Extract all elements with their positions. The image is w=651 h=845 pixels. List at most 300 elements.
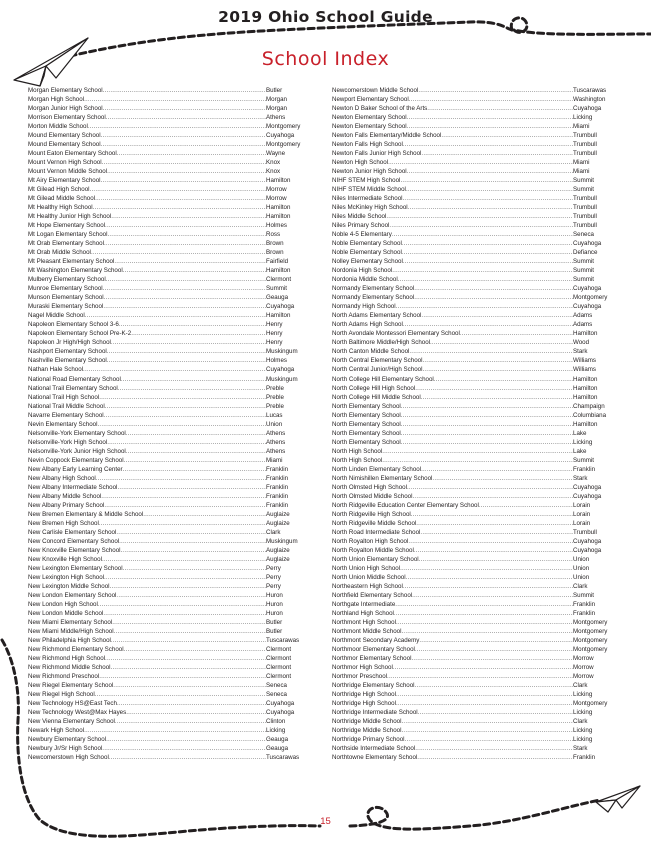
dot-leader [99, 519, 266, 528]
county-name: Summit [266, 285, 287, 293]
school-name: New Vienna Elementary School [28, 718, 115, 726]
page-number: 15 [320, 816, 331, 827]
county-name: Lucas [266, 411, 283, 419]
dot-leader [392, 266, 573, 275]
index-entry [332, 302, 615, 311]
school-name: Nashport Elementary School [28, 348, 107, 356]
county-name: Auglaize [266, 555, 290, 563]
county-name: Clermont [266, 276, 292, 284]
county-name: Perry [266, 582, 281, 590]
county-name: Wayne [266, 150, 286, 158]
dot-leader [414, 546, 573, 555]
county-name: Adams [573, 321, 593, 329]
county-name: Huron [266, 591, 283, 599]
dot-leader [121, 375, 266, 384]
dot-leader [101, 176, 266, 185]
school-name: Munson Elementary School [28, 294, 104, 302]
county-name: Holmes [266, 357, 287, 365]
dot-leader [93, 203, 266, 212]
dot-leader [407, 122, 573, 131]
school-name: New Richmond High School [28, 654, 106, 662]
dot-leader [126, 447, 266, 456]
dot-leader [415, 384, 573, 393]
index-entry [28, 465, 310, 474]
dot-leader [124, 645, 266, 654]
school-name: Newton High School [332, 159, 389, 167]
county-name: Champaign [573, 402, 605, 410]
county-name: Williams [573, 357, 597, 365]
school-name: New London Middle School [28, 609, 104, 617]
dot-leader [421, 149, 573, 158]
index-entry [28, 293, 310, 302]
county-name: Seneca [573, 231, 594, 239]
county-name: Hamilton [573, 420, 598, 428]
dot-leader [95, 194, 266, 203]
county-name: Wood [573, 339, 590, 347]
school-name: North Ridgeville Education Center Elementary School [332, 501, 479, 509]
dot-leader [124, 456, 266, 465]
index-entry [28, 122, 310, 131]
index-entry [332, 753, 615, 762]
index-entry [332, 338, 615, 347]
school-name: Newton Falls Elementary/Middle School [332, 132, 442, 140]
county-name: Huron [266, 600, 283, 608]
index-entry [332, 582, 615, 591]
school-name: North Nimishillen Elementary School [332, 474, 433, 482]
index-entry [332, 311, 615, 320]
school-name: New Concord Elementary School [28, 537, 120, 545]
county-name: Lake [573, 429, 587, 437]
county-name: Lorain [573, 501, 591, 509]
index-entry [28, 708, 310, 717]
index-entry [332, 122, 615, 131]
dot-leader [111, 663, 266, 672]
school-name: North Adams High School [332, 321, 403, 329]
index-entry [28, 230, 310, 239]
index-entry [28, 690, 310, 699]
school-name: Northmoor Elementary School [332, 645, 415, 653]
index-entry [28, 609, 310, 618]
dot-leader [401, 627, 573, 636]
index-entry [28, 726, 310, 735]
dot-leader [105, 402, 266, 411]
county-name: Athens [266, 438, 286, 446]
county-name: Hamilton [266, 204, 291, 212]
school-name: Northridge Elementary School [332, 682, 415, 690]
dot-leader [103, 302, 266, 311]
school-name: NIHF STEM High School [332, 177, 401, 185]
county-name: Butler [266, 87, 283, 94]
index-entry [28, 429, 310, 438]
dot-leader [411, 654, 573, 663]
county-name: Hamilton [266, 312, 291, 320]
index-entry [28, 338, 310, 347]
school-name: North Linden Elementary School [332, 465, 422, 473]
index-entry [332, 275, 615, 284]
dot-leader [143, 510, 266, 519]
dot-leader [126, 429, 266, 438]
index-entry [28, 456, 310, 465]
dot-leader [111, 212, 266, 221]
dot-leader [116, 528, 266, 537]
school-name: Mt Pleasant Elementary School [28, 258, 115, 266]
dot-leader [422, 356, 573, 365]
school-name: Mount Vernon Middle School [28, 168, 108, 176]
index-entry [28, 275, 310, 284]
index-entry [332, 402, 615, 411]
school-name: North Elementary School [332, 420, 401, 428]
dot-leader [98, 600, 266, 609]
index-entry [28, 140, 310, 149]
index-entry [28, 158, 310, 167]
dot-leader [123, 266, 266, 275]
school-name: North College Hill Elementary School [332, 375, 434, 383]
index-entry [28, 194, 310, 203]
index-entry [332, 636, 615, 645]
school-name: Mt Hope Elementary School [28, 222, 106, 230]
school-name: Morgan Elementary School [28, 87, 103, 94]
county-name: Stark [573, 474, 588, 482]
county-name: Stark [573, 348, 588, 356]
index-entry [28, 248, 310, 257]
school-name: New Knoxville High School [28, 555, 102, 563]
school-name: Morgan Junior High School [28, 105, 103, 113]
index-entry [332, 456, 615, 465]
school-name: New Riegel High School [28, 691, 95, 699]
dot-leader [103, 609, 266, 618]
county-name: Cuyahoga [573, 285, 602, 293]
index-entry [332, 510, 615, 519]
school-name: Niles Primary School [332, 222, 390, 230]
school-name: New Bremen Elementary & Middle School [28, 510, 144, 518]
dot-leader [415, 645, 573, 654]
dot-leader [116, 591, 266, 600]
county-name: Montgomery [573, 627, 608, 635]
school-name: New Knoxville Elementary School [28, 546, 121, 554]
index-entry [332, 573, 615, 582]
index-entry [28, 302, 310, 311]
index-entry [332, 375, 615, 384]
county-name: Montgomery [266, 123, 301, 131]
school-name: North Elementary School [332, 438, 401, 446]
index-entry [332, 104, 615, 113]
dot-leader [107, 230, 266, 239]
dot-leader [441, 131, 573, 140]
dot-leader [406, 185, 573, 194]
county-name: Cuyahoga [573, 240, 602, 248]
dot-leader [113, 681, 266, 690]
school-name: North Elementary School [332, 429, 401, 437]
index-entry [332, 347, 615, 356]
county-name: Columbiana [573, 411, 607, 419]
dot-leader [407, 483, 573, 492]
index-entry [28, 311, 310, 320]
county-name: Fairfield [266, 258, 289, 266]
school-name: New Richmond Elementary School [28, 645, 124, 653]
county-name: Franklin [266, 501, 289, 509]
school-name: Nashville Elementary School [28, 357, 107, 365]
school-name: Niles McKinley High School [332, 204, 408, 212]
dot-leader [101, 140, 266, 149]
dot-leader [382, 447, 573, 456]
county-name: Athens [266, 447, 286, 455]
school-name: Newbury Jr/Sr High School [28, 745, 103, 753]
county-name: Morgan [266, 105, 287, 113]
dot-leader [395, 600, 573, 609]
school-name: Northridge Intermediate School [332, 709, 418, 717]
school-name: New Albany High School [28, 474, 96, 482]
dot-leader [117, 483, 266, 492]
school-name: Napoleon Elementary School 3-6 [28, 321, 119, 329]
dot-leader [90, 185, 266, 194]
dot-leader [101, 131, 266, 140]
county-name: Henry [266, 330, 283, 338]
dot-leader [118, 384, 266, 393]
school-name: North Union High School [332, 564, 401, 572]
county-name: Summit [573, 456, 594, 464]
index-entry [28, 618, 310, 627]
dot-leader [409, 95, 573, 104]
county-name: Muskingum [266, 375, 298, 383]
school-name: North Road Intermediate School [332, 528, 421, 536]
dot-leader [83, 365, 266, 374]
county-name: Defiance [573, 249, 598, 257]
dot-leader [396, 618, 573, 627]
school-name: Mt Healthy Junior High School [28, 213, 112, 221]
county-name: Licking [573, 709, 593, 717]
index-entry [332, 501, 615, 510]
dot-leader [419, 555, 573, 564]
county-name: Tuscarawas [266, 754, 300, 762]
dot-leader [117, 699, 266, 708]
index-entry [332, 113, 615, 122]
school-name: North Union Elementary School [332, 555, 419, 563]
index-column-right [332, 86, 615, 762]
school-name: Noble Elementary School [332, 240, 402, 248]
school-name: Mound Elementary School [28, 141, 101, 149]
section-title: School Index [261, 48, 390, 70]
dot-leader [123, 465, 266, 474]
county-name: Clermont [266, 654, 292, 662]
county-name: Montgomery [266, 141, 301, 149]
county-name: Trumbull [573, 195, 597, 203]
index-entry [332, 149, 615, 158]
school-name: Northmor Preschool [332, 673, 388, 681]
school-name: Northside Intermediate School [332, 745, 416, 753]
index-entry [28, 95, 310, 104]
county-name: Franklin [266, 465, 289, 473]
dot-leader [107, 167, 266, 176]
index-entry [332, 420, 615, 429]
county-name: Hamilton [266, 177, 291, 185]
index-entry [28, 483, 310, 492]
dot-leader [101, 492, 266, 501]
dot-leader [418, 86, 573, 95]
school-name: Nagel Middle School [28, 312, 85, 320]
index-column-left [28, 86, 310, 762]
school-name: New Richmond Middle School [28, 664, 111, 671]
county-name: Hamilton [573, 384, 598, 392]
school-name: New Richmond Preschool [28, 673, 100, 681]
county-name: Auglaize [266, 519, 290, 527]
county-name: Montgomery [573, 700, 608, 708]
county-name: Summit [573, 258, 594, 266]
dot-leader [400, 176, 573, 185]
index-entry [332, 627, 615, 636]
index-entry [28, 753, 310, 762]
county-name: Miami [266, 456, 283, 464]
school-name: Northmont Middle School [332, 627, 402, 635]
school-name: Northmont Secondary Academy [332, 636, 420, 644]
dot-leader [421, 311, 573, 320]
school-name: Mt Gilead Middle School [28, 195, 96, 203]
index-entry [332, 654, 615, 663]
index-entry [332, 384, 615, 393]
index-entry [332, 717, 615, 726]
index-entry [28, 149, 310, 158]
county-name: Franklin [573, 465, 596, 473]
index-entry [28, 744, 310, 753]
school-name: Newton Falls High School [332, 141, 403, 149]
index-entry [332, 708, 615, 717]
school-name: Northgate Intermediate [332, 600, 396, 608]
dot-leader [114, 627, 266, 636]
county-name: Clinton [266, 718, 286, 726]
county-name: Lorain [573, 519, 591, 527]
dot-leader [99, 393, 266, 402]
county-name: Brown [266, 249, 284, 257]
dot-leader [418, 708, 573, 717]
index-entry [28, 131, 310, 140]
county-name: Holmes [266, 222, 287, 230]
school-name: Newport Elementary School [332, 96, 409, 104]
school-name: North College Hill High School [332, 384, 416, 392]
school-name: New London Elementary School [28, 591, 117, 599]
dot-leader [119, 537, 266, 546]
county-name: Cuyahoga [266, 700, 295, 708]
dot-leader [389, 221, 573, 230]
school-name: North Avondale Montessori Elementary School [332, 330, 460, 338]
county-name: Knox [266, 168, 281, 176]
county-name: Miami [573, 123, 590, 131]
dot-leader [400, 564, 573, 573]
index-entry [332, 447, 615, 456]
dot-leader [430, 338, 573, 347]
school-name: North Royalton Middle School [332, 546, 414, 554]
school-name: Newton Elementary School [332, 123, 407, 131]
county-name: Seneca [266, 691, 287, 699]
index-entry [28, 654, 310, 663]
index-entry [28, 627, 310, 636]
dot-leader [106, 735, 266, 744]
index-entry [332, 185, 615, 194]
county-name: Butler [266, 627, 283, 635]
index-entry [28, 185, 310, 194]
school-name: North Royalton High School [332, 537, 409, 545]
index-entry [28, 104, 310, 113]
county-name: Stark [573, 745, 588, 753]
county-name: Cuyahoga [573, 492, 602, 500]
school-name: Mt Logan Elementary School [28, 231, 108, 239]
school-name: New Lexington High School [28, 573, 105, 581]
index-entry [332, 438, 615, 447]
dot-leader [406, 573, 573, 582]
dot-leader [119, 320, 266, 329]
index-entry [28, 699, 310, 708]
school-name: New Philadelphia High School [28, 636, 111, 644]
school-name: Newton D Baker School of the Arts [332, 105, 428, 113]
school-name: New Albany Primary School [28, 501, 105, 509]
index-entry [28, 221, 310, 230]
county-name: Hamilton [573, 330, 598, 338]
school-name: Nevin Coppock Elementary School [28, 456, 124, 464]
school-name: North College Hill Middle School [332, 393, 421, 401]
school-name: Nordonia High School [332, 267, 393, 275]
county-name: Morrow [573, 664, 594, 671]
index-entry [332, 618, 615, 627]
county-name: Tuscarawas [573, 87, 607, 94]
school-name: Northridge High School [332, 700, 396, 708]
index-entry [332, 393, 615, 402]
school-name: Noble Elementary School [332, 249, 402, 257]
school-name: Mulberry Elementary School [28, 276, 106, 284]
school-name: Mount Eaton Elementary School [28, 150, 117, 158]
school-name: Navarre Elementary School [28, 411, 104, 419]
dot-leader [99, 672, 266, 681]
dot-leader [396, 699, 573, 708]
school-name: New Miami Middle/High School [28, 627, 114, 635]
index-entry [28, 645, 310, 654]
school-name: Mt Gilead High School [28, 186, 90, 194]
dot-leader [102, 158, 266, 167]
school-name: Northridge High School [332, 691, 396, 699]
index-entry [332, 320, 615, 329]
dot-leader [131, 329, 266, 338]
school-name: Nordonia Middle School [332, 276, 398, 284]
county-name: Clark [573, 718, 588, 726]
index-entry [28, 384, 310, 393]
index-entry [332, 645, 615, 654]
index-entry [332, 744, 615, 753]
index-entry [28, 663, 310, 672]
school-name: New Technology West@Max Hayes [28, 709, 127, 717]
index-entry [332, 203, 615, 212]
dot-leader [109, 753, 266, 762]
school-name: Northland High School [332, 609, 394, 617]
county-name: Clermont [266, 645, 292, 653]
dot-leader [432, 474, 573, 483]
county-name: Licking [573, 691, 593, 699]
school-name: Napoleon Jr High/High School [28, 339, 111, 347]
county-name: Butler [266, 618, 283, 626]
county-name: Licking [573, 736, 593, 744]
county-name: Hamilton [266, 267, 291, 275]
index-entry [28, 474, 310, 483]
school-name: Morgan High School [28, 96, 85, 104]
dot-leader [392, 230, 573, 239]
county-name: Montgomery [573, 636, 608, 644]
county-name: Hamilton [573, 393, 598, 401]
school-name: Normandy High School [332, 303, 396, 311]
school-name: Mount Vernon High School [28, 159, 102, 167]
school-name: Mt Airy Elementary School [28, 177, 101, 185]
index-entry [28, 591, 310, 600]
county-name: Trumbull [573, 150, 597, 158]
school-name: New Albany Middle School [28, 492, 102, 500]
school-name: Napoleon Elementary School Pre-K-2 [28, 330, 132, 338]
dot-leader [398, 275, 573, 284]
dot-leader [403, 140, 573, 149]
